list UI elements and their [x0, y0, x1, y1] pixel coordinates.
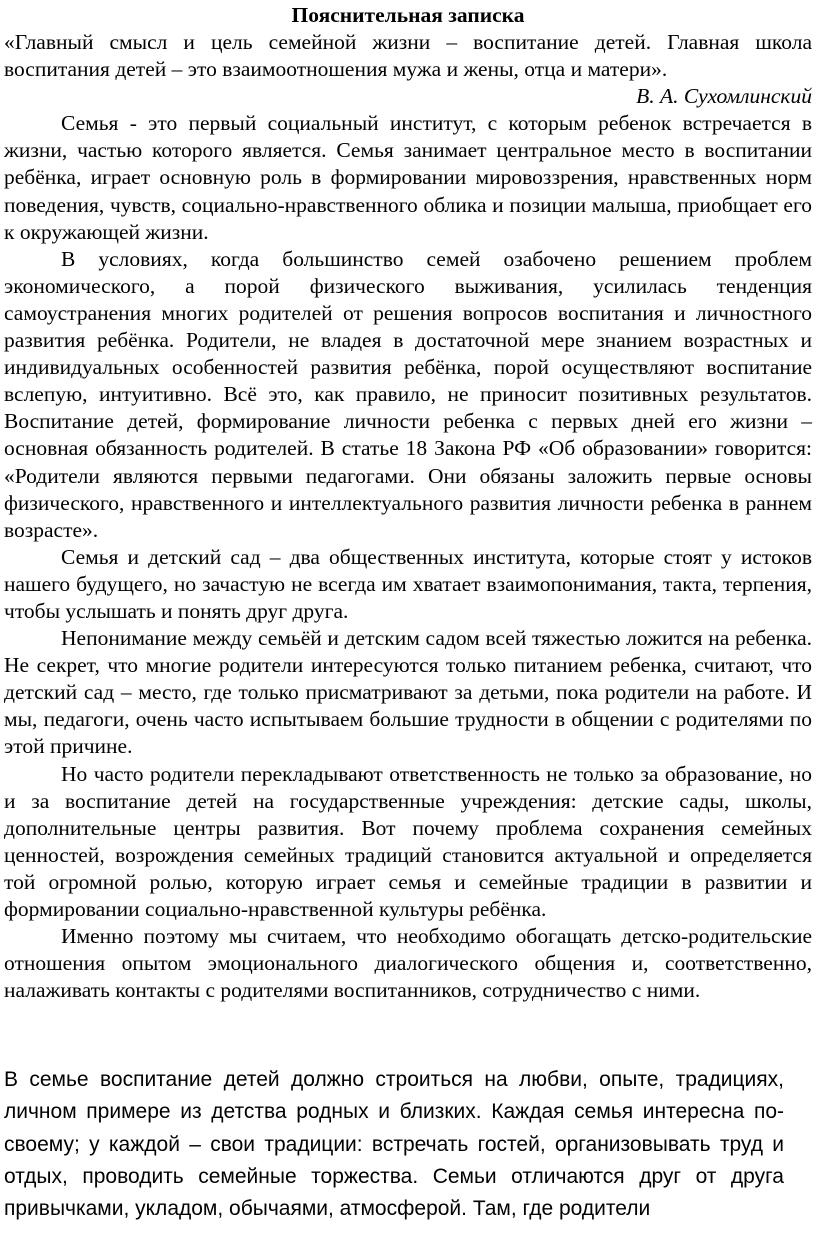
paragraph: Но часто родители перекладывают ответственность не только за образование, но и за воспитание детей на государственные учреждения: детские сады, школы, дополнительные центры развития. Вот почему проблема сохранения семейных ценностей, возрождения семейных традиций становится актуальной и определяется той огромной ролью, которую играет семья и семейные традиции в развитии и формировании социально-нравственной культуры ребёнка. [4, 761, 812, 921]
paragraph-sans: В семье воспитание детей должно строиться на любви, опыте, традициях, личном примере из детства родных и близких. Каждая семья интересна по-своему; у каждой – свои традиции: встречать гостей, организовывать труд и отдых, проводить семейные торжества. Семьи отличаются друг от друга привычками, укладом, обычаями, атмосферой. Там, где родители [4, 1068, 784, 1221]
sans-paragraph-block [4, 1064, 784, 1225]
epigraph-author: В. А. Сухомлинский [636, 84, 812, 109]
paragraph: Семья и детский сад – два общественных института, которые стоят у истоков нашего будущего, но зачастую не всегда им хватает взаимопонимания, такта, терпения, чтобы услышать и понять друг друга. [4, 544, 812, 623]
paragraph: Непонимание между семьёй и детским садом всей тяжестью ложится на ребенка. Не секрет, что многие родители интересуются только питанием ребенка, считают, что детский сад – место, где только присматривают за детьми, пока родители на работе. И мы, педагоги, очень часто испытываем большие трудности в общении с родителями по этой причине. [4, 626, 812, 759]
document-body [4, 29, 812, 1004]
epigraph-quote: «Главный смысл и цель семейной жизни – воспитание детей. Главная школа воспитания детей – это взаимоотношения мужа и жены, отца и матери». [4, 30, 812, 82]
paragraph: Семья - это первый социальный институт, с которым ребенок встречается в жизни, частью которого является. Семья занимает центральное место в воспитании ребёнка, играет основную роль в формировании мировоззрения, нравственных норм поведения, чувств, социально-нравственного облика и позиции малыша, приобщает его к окружающей жизни. [4, 111, 812, 244]
paragraph: Именно поэтому мы считаем, что необходимо обогащать детско-родительские отношения опытом эмоционального диалогического общения и, соответственно, налаживать контакты с родителями воспитанников, сотрудничество с ними. [4, 924, 812, 1003]
paragraph: В условиях, когда большинство семей озабочено решением проблем экономического, а порой физического выживания, усилилась тенденция самоустранения многих родителей от решения вопросов воспитания и личностного развития ребёнка. Родители, не владея в достаточной мере знанием возрастных и индивидуальных особенностей развития ребёнка, порой осуществляют воспитание вслепую, интуитивно. Всё это, как правило, не приносит позитивных результатов. Воспитание детей, формирование личности ребенка с первых дней его жизни – основная обязанность родителей. В статье 18 Закона РФ «Об образовании» говорится: «Родители являются первыми педагогами. Они обязаны заложить первые основы физического, нравственного и интеллектуального развития личности ребенка в раннем возрасте». [4, 246, 812, 542]
document-title: Пояснительная записка [291, 3, 525, 27]
